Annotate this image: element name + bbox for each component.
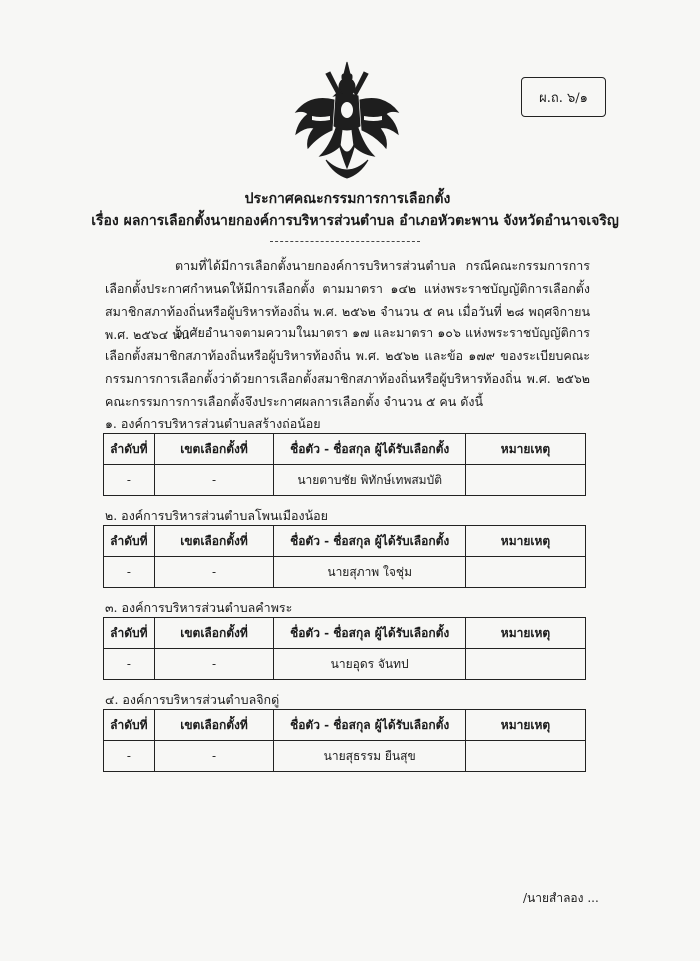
cell-order: - <box>104 465 155 496</box>
section-2-title: ๒. องค์การบริหารส่วนตำบลโพนเมืองน้อย <box>105 508 329 523</box>
header-name: ชื่อตัว - ชื่อสกุล ผู้ได้รับเลือกตั้ง <box>274 618 466 649</box>
table-header-row <box>104 434 586 465</box>
section-2-table <box>103 525 586 588</box>
section-4-title: ๔. องค์การบริหารส่วนตำบลจิกดู่ <box>105 692 280 707</box>
header-order: ลำดับที่ <box>104 618 155 649</box>
cell-remark <box>466 557 586 588</box>
header-remark: หมายเหตุ <box>466 526 586 557</box>
announcement-title <box>0 188 700 232</box>
cell-remark <box>465 741 585 772</box>
title-line-2: เรื่อง ผลการเลือกตั้งนายกองค์การบริหารส่วนตำบล อำเภอหัวตะพาน จังหวัดอำนาจเจริญ <box>91 213 619 229</box>
header-order: ลำดับที่ <box>104 526 155 557</box>
section-3-title: ๓. องค์การบริหารส่วนตำบลคำพระ <box>105 600 293 615</box>
header-district: เขตเลือกตั้งที่ <box>154 710 274 741</box>
paragraph-2 <box>105 321 590 413</box>
header-district: เขตเลือกตั้งที่ <box>154 618 274 649</box>
header-name: ชื่อตัว - ชื่อสกุล ผู้ได้รับเลือกตั้ง <box>274 710 466 741</box>
cell-remark <box>466 465 586 496</box>
cell-district: - <box>154 649 274 680</box>
table-header-row <box>104 526 586 557</box>
table-header-row <box>104 618 586 649</box>
paragraph-2-text: อาศัยอำนาจตามความในมาตรา ๑๗ และมาตรา ๑๐๖ แห่งพระราชบัญญัติการเลือกตั้งสมาชิกสภาท้องถิ่นหรือผู้บริหารท้องถิ่น พ.ศ. ๒๕๖๒ และข้อ ๑๗๙ ของระเบียบคณะกรรมการการเลือกตั้งว่าด้วยการเลือกตั้งสมาชิกสภาท้องถิ่นหรือผู้บริหารท้องถิ่น พ.ศ. ๒๕๖๒ คณะกรรมการการเลือกตั้งจึงประกาศผลการเลือกตั้ง จำนวน ๕ คน ดังนี้ <box>105 325 590 409</box>
continuation-note: /นายสำลอง ... <box>523 891 599 905</box>
header-district: เขตเลือกตั้งที่ <box>154 434 274 465</box>
section-4-table <box>103 709 586 772</box>
cell-remark <box>465 649 585 680</box>
cell-district: - <box>154 465 274 496</box>
header-order: ลำดับที่ <box>104 710 155 741</box>
table-row <box>104 741 586 772</box>
cell-order: - <box>104 649 155 680</box>
header-remark: หมายเหตุ <box>465 618 585 649</box>
section-1-title: ๑. องค์การบริหารส่วนตำบลสร้างถ่อน้อย <box>105 416 321 431</box>
section-3-table <box>103 617 586 680</box>
header-order: ลำดับที่ <box>104 434 155 465</box>
table-header-row <box>104 710 586 741</box>
header-remark: หมายเหตุ <box>466 434 586 465</box>
paragraph-1-text: ตามที่ได้มีการเลือกตั้งนายกองค์การบริหารส่วนตำบล กรณีคณะกรรมการการเลือกตั้งประกาศกำหนดให้มีการเลือกตั้ง ตามมาตรา ๑๔๒ แห่งพระราชบัญญัติการเลือกตั้งสมาชิกสภาท้องถิ่นหรือผู้บริหารท้องถิ่น พ.ศ. ๒๕๖๒ จำนวน ๕ คน เมื่อวันที่ ๒๘ พฤศจิกายน พ.ศ. ๒๕๖๔ นั้น <box>105 258 590 342</box>
title-divider <box>270 241 420 242</box>
cell-name: นายตาบชัย พิทักษ์เทพสมบัติ <box>274 465 466 496</box>
header-name: ชื่อตัว - ชื่อสกุล ผู้ได้รับเลือกตั้ง <box>274 526 466 557</box>
cell-name: นายสุภาพ ใจชุ่ม <box>274 557 466 588</box>
cell-district: - <box>154 557 274 588</box>
cell-order: - <box>104 741 155 772</box>
table-row <box>104 557 586 588</box>
table-row <box>104 465 586 496</box>
header-name: ชื่อตัว - ชื่อสกุล ผู้ได้รับเลือกตั้ง <box>274 434 466 465</box>
header-remark: หมายเหตุ <box>465 710 585 741</box>
cell-name: นายสุธรรม ยืนสุข <box>274 741 466 772</box>
title-line-1: ประกาศคณะกรรมการการเลือกตั้ง <box>244 191 451 207</box>
section-1-table <box>103 433 586 496</box>
form-code-box: ผ.ถ. ๖/๑ <box>521 77 606 117</box>
header-district: เขตเลือกตั้งที่ <box>154 526 274 557</box>
table-row <box>104 649 586 680</box>
garuda-emblem-icon <box>290 60 405 185</box>
cell-name: นายอุดร จันทป <box>274 649 466 680</box>
cell-district: - <box>154 741 274 772</box>
cell-order: - <box>104 557 155 588</box>
